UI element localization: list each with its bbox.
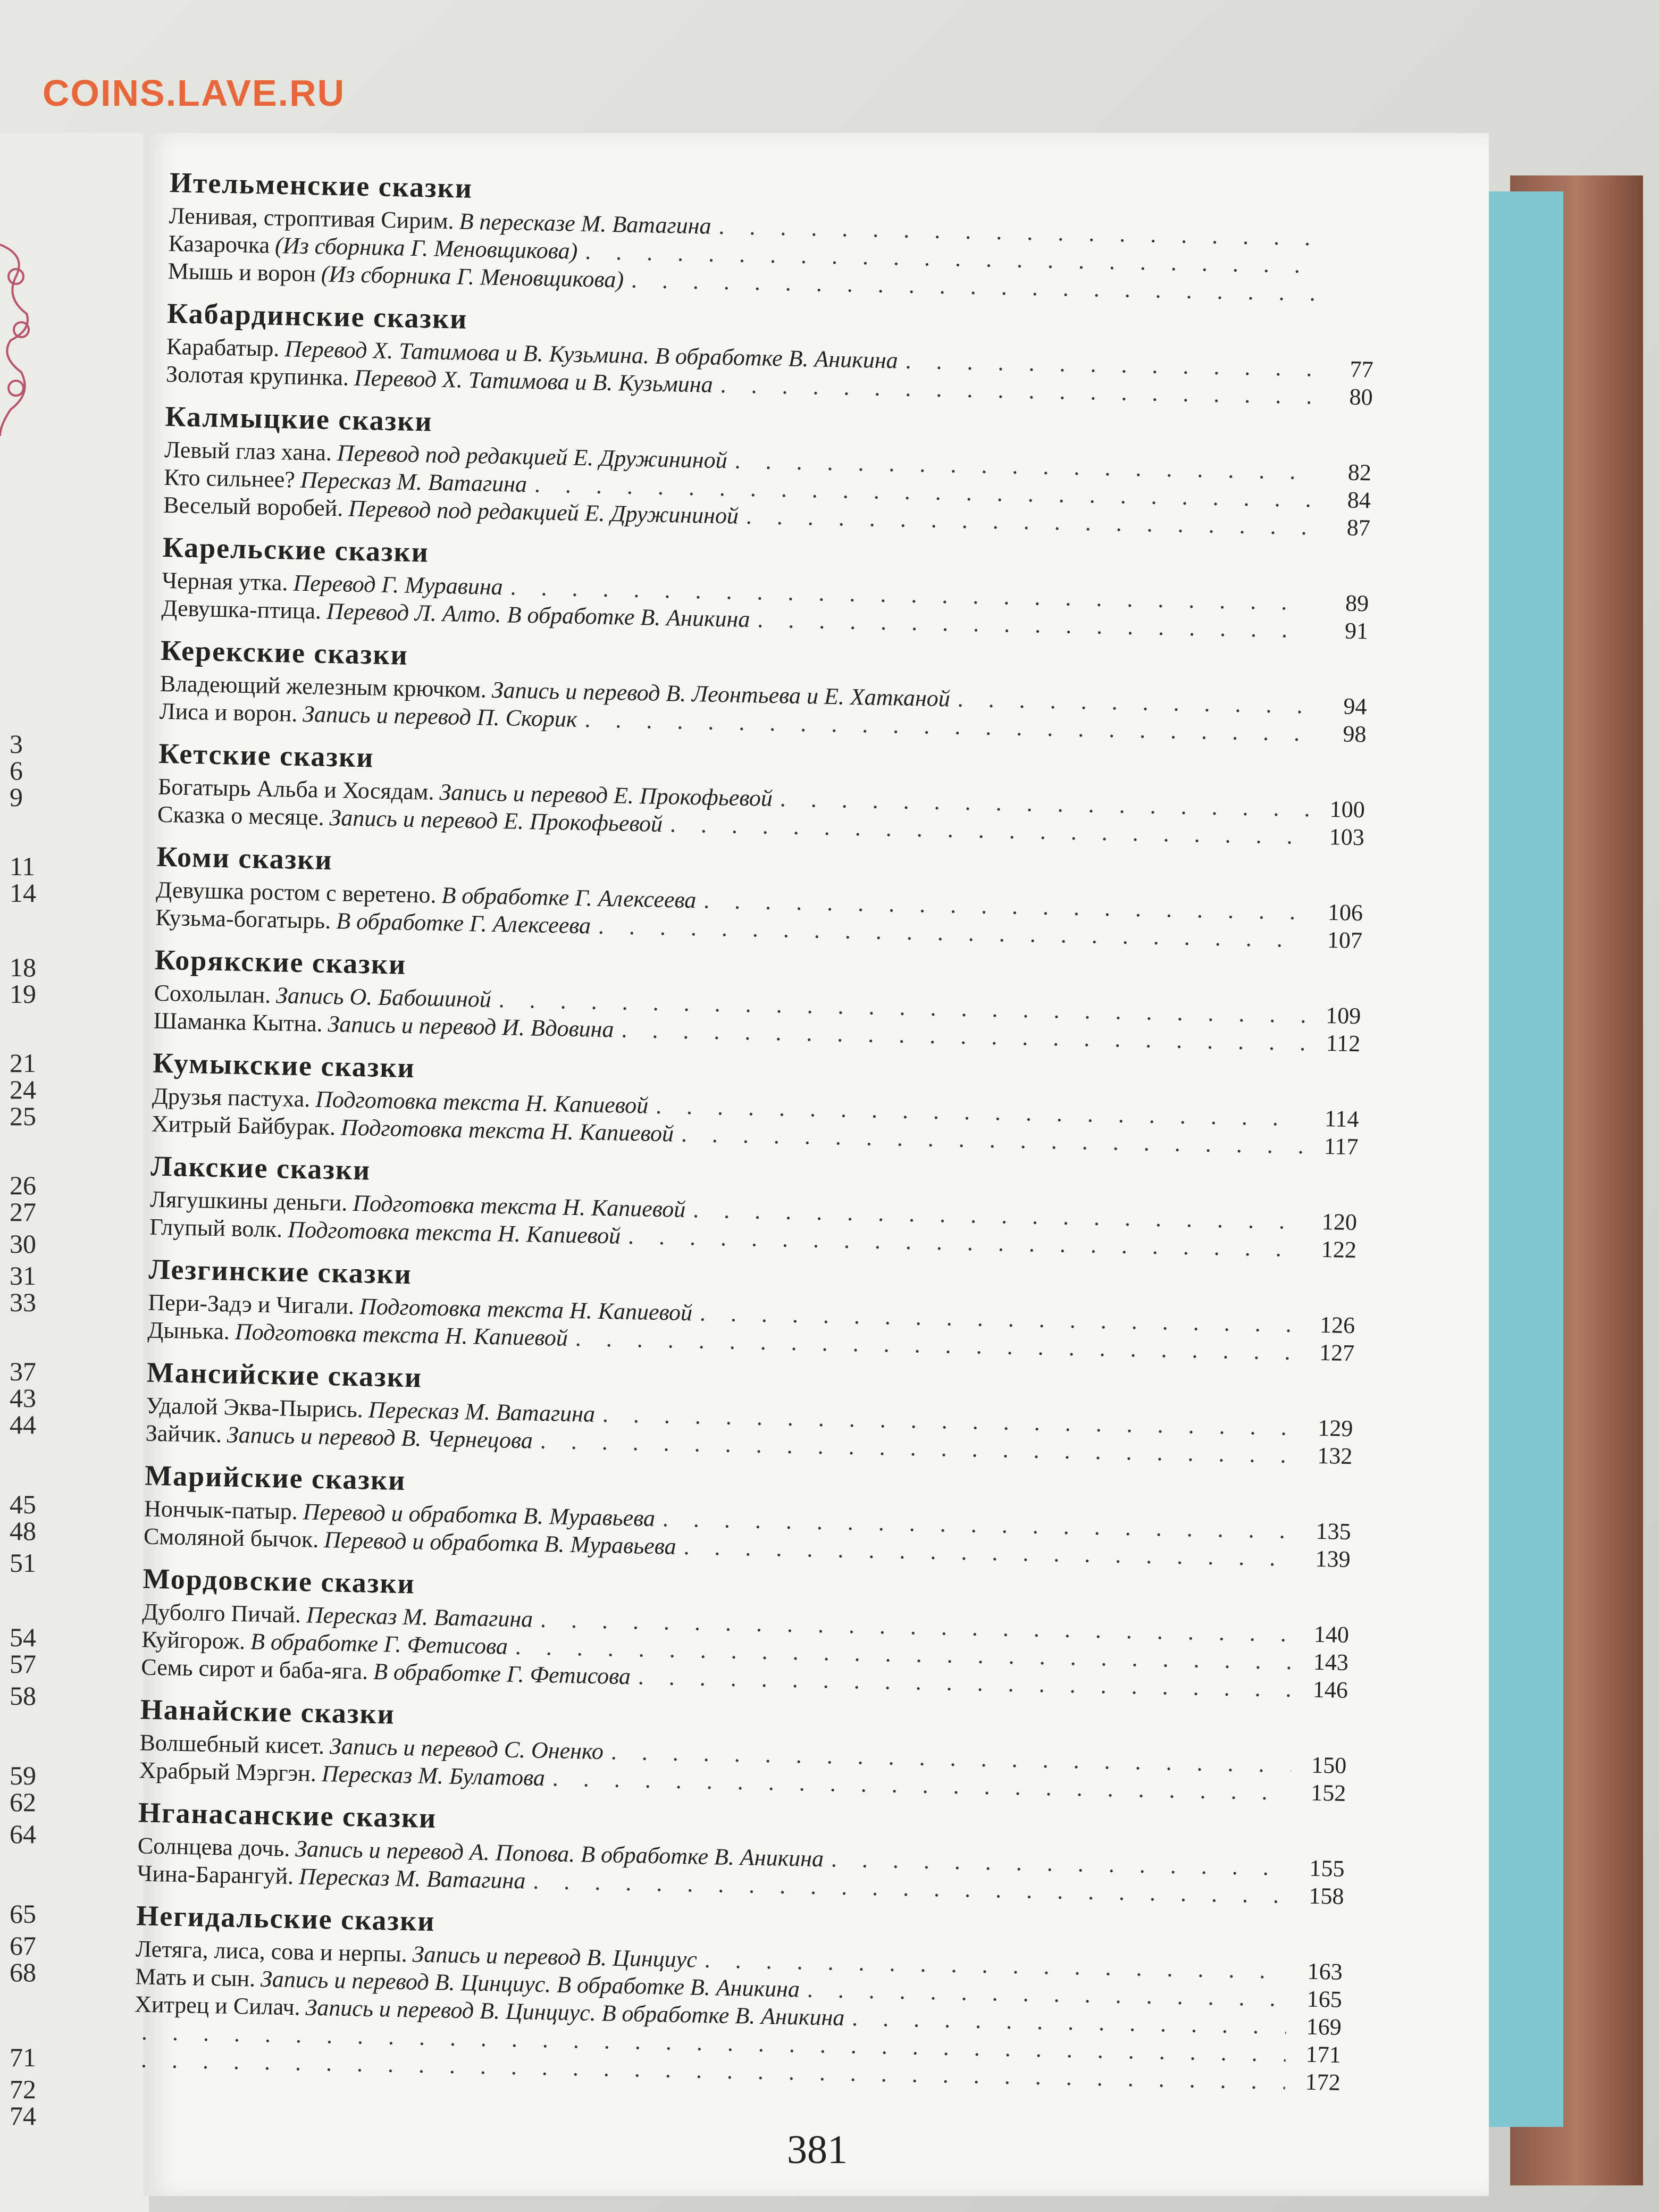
entry-page: 109 [1325,1002,1361,1029]
entry-title: Дынька. [147,1317,230,1345]
left-page-number: 74 [10,2101,36,2131]
entry-title: Волшебный кисет. [139,1729,325,1759]
section-heading: Лакские сказки [150,1150,371,1186]
entry-credit: Запись и перевод И. Вдовина [328,1011,614,1043]
entry-page: 114 [1324,1105,1360,1133]
left-page-number: 58 [10,1681,36,1711]
entry-title: Кто сильнее? [163,464,296,493]
section-heading: Кабардинские сказки [166,297,468,335]
section-heading: Мансийские сказки [146,1356,423,1394]
entry-title: Сказка о месяце. [157,801,325,831]
left-page-number: 9 [10,782,23,812]
entry-title: Черная утка. [162,567,288,596]
left-page-number: 11 [10,851,36,881]
left-page-number: 19 [10,979,36,1009]
entry-credit: Перевод под редакцией Е. Дружининой [348,495,739,529]
left-page-number: 57 [10,1649,36,1679]
left-page-number: 26 [10,1170,36,1200]
entry-page: 155 [1309,1855,1345,1882]
entry-page: 107 [1327,927,1363,954]
entry-title: Девушка-птица. [161,594,322,624]
entry-credit: Запись и перевод В. Чернецова [227,1421,533,1454]
left-page-number: 43 [10,1383,36,1413]
entry-page: 82 [1347,459,1372,486]
entry-title: Смоляной бычок. [143,1523,319,1553]
entry-title: Хитрый Байбурак. [151,1110,336,1141]
entry-title: Золотая крупинка. [165,361,349,391]
entry-title: Нончык-патыр. [144,1495,298,1525]
watermark: COINS.LAVE.RU [43,72,346,114]
left-page-number: 31 [10,1261,36,1291]
section-heading: Лезгинские сказки [148,1253,413,1291]
left-page-number: 33 [10,1287,36,1317]
entry-page: 106 [1327,899,1363,926]
entry-credit: Подготовка текста Н. Капиевой [352,1189,686,1222]
entry-credit: (Из сборника Г. Меновщикова) [321,261,624,293]
entry-page: 169 [1306,2013,1342,2040]
left-page-number: 71 [10,2042,36,2072]
entry-page: 165 [1306,1985,1343,2013]
entry-page: 112 [1326,1030,1361,1057]
entry-page [1327,273,1375,274]
entry-credit: Запись и перевод Е. Прокофьевой [329,804,663,837]
entry-credit: В пересказе М. Ватагина [459,208,711,239]
entry-page: 132 [1317,1442,1353,1470]
entry-page: 152 [1310,1779,1346,1807]
left-page-number: 37 [10,1356,36,1386]
entry-credit: Подготовка текста Н. Капиевой [234,1318,568,1351]
entry-page: 98 [1343,720,1367,748]
entry-credit: Запись и перевод С. Оненко [329,1733,604,1765]
entry-title: Карабатыр. [166,333,280,362]
entry-page: 127 [1319,1339,1355,1367]
entry-credit: Запись и перевод В. Цинциус [412,1941,698,1973]
left-page-number: 27 [10,1197,36,1227]
left-page-number: 44 [10,1410,36,1439]
entry-page: 146 [1312,1676,1348,1704]
table-of-contents [133,154,1377,2097]
section-heading: Мордовские сказки [142,1562,416,1600]
entry-page: 129 [1317,1414,1353,1442]
entry-credit: В обработке Г. Алексеева [336,908,591,939]
entry-page: 163 [1307,1958,1343,1985]
entry-title: Богатырь Альба и Хосядам. [157,773,434,805]
entry-title: Лиса и ворон. [159,698,298,727]
entry-credit: Подготовка текста Н. Капиевой [315,1086,649,1119]
section-heading: Марийские сказки [144,1459,406,1496]
left-page-number: 67 [10,1931,36,1960]
entry-credit: Подготовка текста Н. Капиевой [359,1293,693,1326]
section-heading: Коми сказки [156,840,333,876]
entry-credit: Перевод и обработка В. Муравьева [303,1498,656,1531]
entry-page: 122 [1321,1236,1357,1263]
section-heading: Карельские сказки [162,531,430,568]
entry-page: 117 [1323,1133,1359,1160]
entry-title: Казарочка [168,230,270,258]
entry-title: Глупый волк. [149,1213,283,1243]
entry-page: 89 [1345,590,1369,617]
entry-credit: В обработке Г. Фетисова [250,1628,508,1660]
entry-title: Владеющий железным крючком. [160,670,487,703]
entry-title: Летяга, лиса, сова и нерпы. [135,1936,408,1967]
entry-title: Чина-Барангуй. [137,1860,294,1890]
left-page-number: 25 [10,1101,36,1131]
entry-credit: Пересказ М. Ватагина [300,466,527,497]
section-heading: Корякские сказки [154,943,407,981]
entry-title: Удалой Эква-Пырись. [146,1392,364,1423]
entry-title: Ленивая, строптивая Сирим. [169,202,455,234]
entry-title: Мать и сын. [135,1963,256,1992]
entry-title: Друзья пастуха. [152,1083,311,1112]
section-heading: Ительменские сказки [169,166,473,204]
left-page-number: 59 [10,1761,36,1790]
entry-title: Семь сирот и баба-яга. [140,1654,368,1685]
entry-credit: Пересказ М. Ватагина [306,1602,533,1632]
entry-page [1328,246,1376,247]
left-page-number: 68 [10,1957,36,1987]
entry-page: 100 [1329,796,1365,823]
entry-title: Кузьма-богатырь. [155,904,331,934]
entry-credit: Подготовка текста Н. Капиевой [287,1216,621,1249]
entry-credit: Пересказ М. Ватагина [368,1396,596,1427]
entry-page: 94 [1343,693,1367,720]
left-page-number: 48 [10,1516,36,1546]
entry-page: 143 [1313,1648,1349,1676]
left-page-number: 51 [10,1548,36,1578]
left-page-number: 14 [10,878,36,908]
left-page-number: 64 [10,1819,36,1849]
entry-title: Шаманка Кытна. [153,1007,323,1037]
entry-credit: Запись и перевод А. Попова. В обработке В. Аникина [295,1836,824,1872]
entry-title: Левый глаз хана. [164,436,332,466]
entry-credit: Пересказ М. Ватагина [298,1863,526,1894]
entry-title: Солнцева дочь. [137,1832,290,1862]
section-heading: Нанайские сказки [140,1693,396,1730]
left-page-numbers [0,0,149,2212]
entry-credit: Перевод Г. Муравина [293,569,504,600]
entry-page: 91 [1344,617,1369,644]
entry-title: Зайчик. [145,1420,222,1448]
entry-page: 77 [1350,356,1374,383]
left-page-number: 62 [10,1787,36,1817]
entry-page: 103 [1329,824,1365,851]
entry-credit: Запись и перевод В. Цинциус. В обработке В. Аникина [305,1994,845,2031]
entry-page: 126 [1319,1311,1355,1339]
entry-credit: Перевод Х. Татимова и В. Кузьмина [354,364,714,398]
entry-title: Дуболго Пичай. [141,1598,301,1628]
section-heading: Калмыцкие сказки [164,400,433,438]
page-number: 381 [787,2127,848,2172]
entry-credit: Перевод и обработка В. Муравьева [323,1527,677,1560]
section-heading: Нганасанские сказки [138,1796,437,1834]
left-page-number: 65 [10,1899,36,1929]
entry-page: 172 [1305,2068,1341,2096]
left-page-number: 54 [10,1622,36,1652]
entry-title: Пери-Задэ и Чигали. [148,1289,355,1320]
entry-page: 171 [1305,2041,1342,2068]
entry-credit: В обработке Г. Фетисова [373,1658,631,1690]
entry-page: 150 [1311,1752,1347,1779]
entry-title: Веселый воробей. [163,491,343,522]
entry-page: 84 [1347,487,1371,514]
left-page-number: 18 [10,952,36,982]
entry-credit: Запись и перевод В. Цинциус. В обработке В. Аникина [260,1965,800,2002]
entry-page: 158 [1309,1882,1344,1909]
left-page-number: 72 [10,2074,36,2104]
left-page-number: 30 [10,1229,36,1259]
left-page-number: 6 [10,756,23,785]
section-heading: Кумыкские сказки [152,1046,416,1084]
entry-title: Сохолылан. [154,979,271,1008]
entry-title: Хитрец и Силач. [134,1991,301,2021]
entry-credit: Подготовка текста Н. Капиевой [340,1114,674,1147]
entry-credit: Запись и перевод П. Скорик [302,700,577,732]
entry-credit: Запись и перевод В. Леонтьева и Е. Хатканой [491,676,951,712]
left-page-number: 3 [10,729,23,759]
entry-credit: Запись О. Бабошиной [275,982,492,1012]
entry-credit: Перевод Х. Татимова и В. Кузьмина. В обработке В. Аникина [284,336,899,374]
left-page-number: 45 [10,1489,36,1519]
entry-page: 120 [1321,1208,1358,1236]
entry-page [1327,301,1375,302]
section-heading: Негидальские сказки [136,1899,435,1938]
entry-page: 135 [1316,1518,1352,1545]
entry-title: Девушка ростом с веретено. [155,876,437,908]
entry-credit: Запись и перевод Е. Прокофьевой [439,778,773,811]
section-heading: Кетские сказки [158,737,374,774]
entry-credit: Пересказ М. Булатова [321,1761,546,1791]
entry-title: Храбрый Мэргэн. [139,1757,317,1787]
entry-credit: Перевод под редакцией Е. Дружининой [337,440,728,474]
entry-title: Лягушкины деньги. [149,1186,348,1216]
section-heading: Керекские сказки [160,634,409,671]
entry-credit: Перевод Л. Алто. В обработке В. Аникина [326,598,750,633]
entry-page: 139 [1315,1545,1351,1573]
entry-page: 87 [1346,514,1371,541]
entry-credit: В обработке Г. Алексеева [441,882,697,914]
entry-title: Мышь и ворон [167,257,316,287]
entry-page: 80 [1349,383,1373,410]
entry-title: Куйгорож. [141,1626,246,1655]
entry-credit: (Из сборника Г. Меновщикова) [274,232,578,264]
left-page-number: 24 [10,1075,36,1104]
entry-page: 140 [1313,1621,1350,1648]
left-page-number: 21 [10,1048,36,1078]
